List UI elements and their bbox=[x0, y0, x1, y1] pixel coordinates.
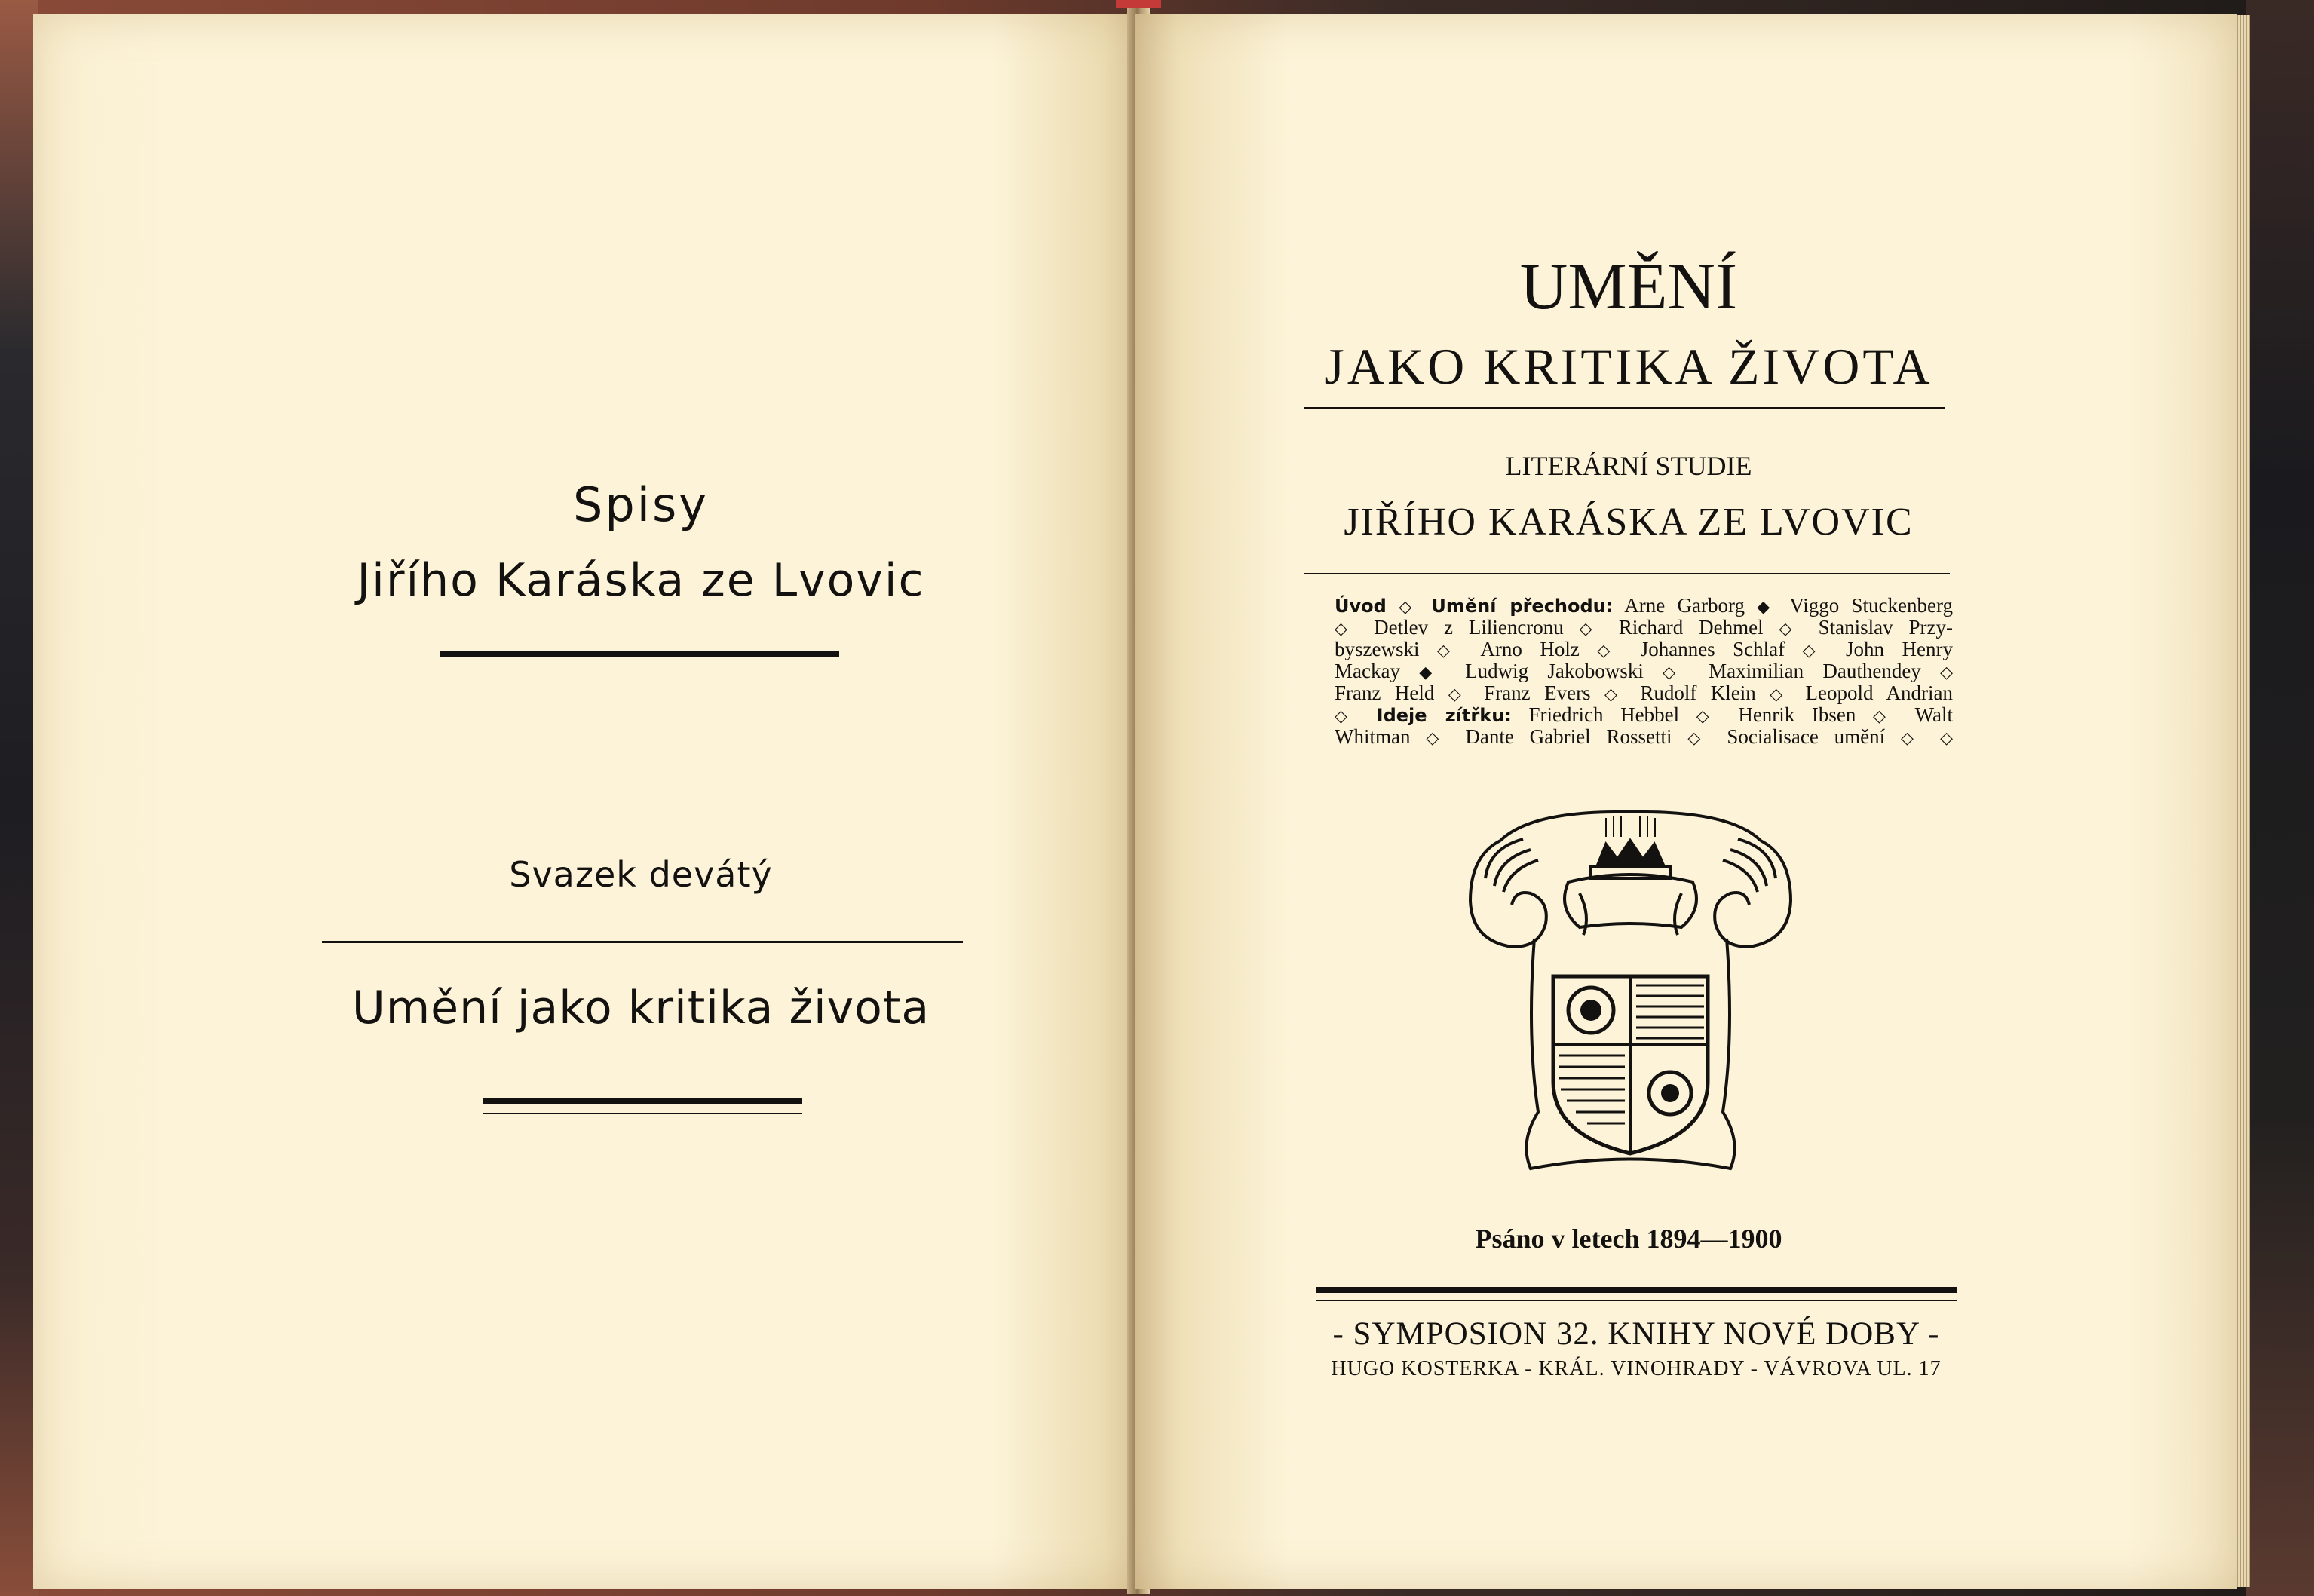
volume-label: Svazek devátý bbox=[509, 854, 773, 895]
publisher-address: HUGO KOSTERKA - KRÁL. VINOHRADY - VÁVROVA UL. 17 bbox=[1331, 1357, 1942, 1380]
author-right: JIŘÍHO KARÁSKA ZE LVOVIC bbox=[1344, 501, 1914, 544]
contents-text: Leopold Andrian bbox=[1805, 682, 1953, 704]
title-main: UMĚNÍ bbox=[1519, 250, 1738, 323]
contents-line bbox=[1335, 683, 1953, 705]
contents-text: John Henry bbox=[1846, 638, 1953, 660]
contents-text: Arne Garborg bbox=[1613, 594, 1758, 617]
contents-text: Stanislav Przy- bbox=[1818, 616, 1953, 639]
contents-text: Henrik Ibsen bbox=[1738, 703, 1874, 726]
contents-section-label: Ideje zítřku: bbox=[1376, 705, 1512, 726]
contents-text: Ludwig Jakobowski bbox=[1465, 660, 1663, 682]
publisher-rule-thin bbox=[1316, 1300, 1957, 1301]
contents-text: Johannes Schlaf bbox=[1640, 638, 1803, 660]
contents-text: Dante Gabriel Rossetti bbox=[1465, 725, 1688, 748]
contents-section-label: Umění přechodu: bbox=[1431, 596, 1614, 617]
contents-text: Richard Dehmel bbox=[1618, 616, 1779, 639]
contents-line bbox=[1335, 617, 1953, 639]
volume-rule bbox=[322, 941, 963, 943]
contents-text: Arno Holz bbox=[1480, 638, 1598, 660]
contents-line bbox=[1335, 661, 1953, 683]
author-rule bbox=[1304, 573, 1950, 574]
contents-text: byszewski bbox=[1335, 638, 1437, 660]
contents-line bbox=[1335, 705, 1953, 727]
contents-line bbox=[1335, 727, 1953, 749]
diamond-ornament-icon: ◇ bbox=[1940, 729, 1953, 748]
book-title-left: Umění jako kritika života bbox=[351, 982, 930, 1034]
contents-line bbox=[1335, 639, 1953, 661]
title-rule-right bbox=[1304, 407, 1945, 409]
contents-text: Friedrich Hebbel bbox=[1511, 703, 1696, 726]
diamond-ornament-icon: ◇ bbox=[1597, 642, 1641, 660]
title-rule bbox=[440, 651, 839, 657]
diamond-ornament-icon: ◇ bbox=[1448, 685, 1485, 704]
diamond-ornament-icon: ◇ bbox=[1663, 663, 1709, 682]
diamond-ornament-icon: ◇ bbox=[1779, 620, 1819, 639]
contents-text: Mackay bbox=[1335, 660, 1420, 682]
contents-text: Viggo Stuckenberg bbox=[1789, 594, 1953, 617]
diamond-ornament-icon: ◆ bbox=[1419, 663, 1466, 682]
contents-block bbox=[1335, 596, 1953, 749]
left-page bbox=[33, 14, 1148, 1589]
contents-text: Rudolf Klein bbox=[1640, 682, 1770, 704]
author-line: Jiřího Karáska ze Lvovic bbox=[357, 554, 925, 607]
diamond-ornament-icon: ◇ bbox=[1770, 685, 1806, 704]
bottom-rule-thin bbox=[483, 1113, 802, 1114]
contents-text: Franz Evers bbox=[1484, 682, 1605, 704]
contents-line bbox=[1335, 596, 1953, 617]
publisher-line: - SYMPOSION 32. KNIHY NOVÉ DOBY - bbox=[1332, 1316, 1940, 1352]
bottom-rule-thick bbox=[483, 1098, 802, 1104]
contents-text: Walt bbox=[1914, 703, 1953, 726]
diamond-ornament-icon: ◇ bbox=[1901, 729, 1941, 748]
diamond-ornament-icon: ◇ bbox=[1335, 707, 1377, 726]
contents-text: Maximilian Dauthendey bbox=[1709, 660, 1941, 682]
contents-text: Detlev z Liliencronu bbox=[1374, 616, 1580, 639]
diamond-ornament-icon: ◇ bbox=[1335, 620, 1375, 639]
cover-right-edge bbox=[2246, 0, 2314, 1596]
diamond-ornament-icon: ◇ bbox=[1802, 642, 1847, 660]
diamond-ornament-icon: ◇ bbox=[1604, 685, 1641, 704]
contents-section-label: Úvod bbox=[1335, 596, 1387, 617]
contents-text: Socialisace umění bbox=[1727, 725, 1901, 748]
contents-text: Whitman bbox=[1335, 725, 1427, 748]
coat-of-arms-emblem bbox=[1455, 795, 1806, 1180]
title-sub: JAKO KRITIKA ŽIVOTA bbox=[1324, 338, 1933, 395]
diamond-ornament-icon: ◆ bbox=[1757, 598, 1790, 617]
diamond-ornament-icon: ◇ bbox=[1687, 729, 1727, 748]
diamond-ornament-icon: ◇ bbox=[1426, 729, 1466, 748]
genre-label: LITERÁRNÍ STUDIE bbox=[1505, 451, 1752, 481]
cover-left-edge bbox=[0, 0, 38, 1596]
contents-text: Franz Held bbox=[1335, 682, 1448, 704]
diamond-ornament-icon: ◇ bbox=[1696, 707, 1739, 726]
diamond-ornament-icon: ◇ bbox=[1873, 707, 1915, 726]
diamond-ornament-icon: ◇ bbox=[1436, 642, 1481, 660]
diamond-ornament-icon: ◇ bbox=[1940, 663, 1953, 682]
diamond-ornament-icon: ◇ bbox=[1579, 620, 1619, 639]
writing-dates: Psáno v letech 1894—1900 bbox=[1475, 1224, 1782, 1254]
series-title: Spisy bbox=[573, 477, 709, 532]
publisher-rule-thick bbox=[1316, 1287, 1957, 1293]
spine-red-edge bbox=[1116, 0, 1161, 8]
diamond-ornament-icon: ◇ bbox=[1386, 598, 1432, 617]
